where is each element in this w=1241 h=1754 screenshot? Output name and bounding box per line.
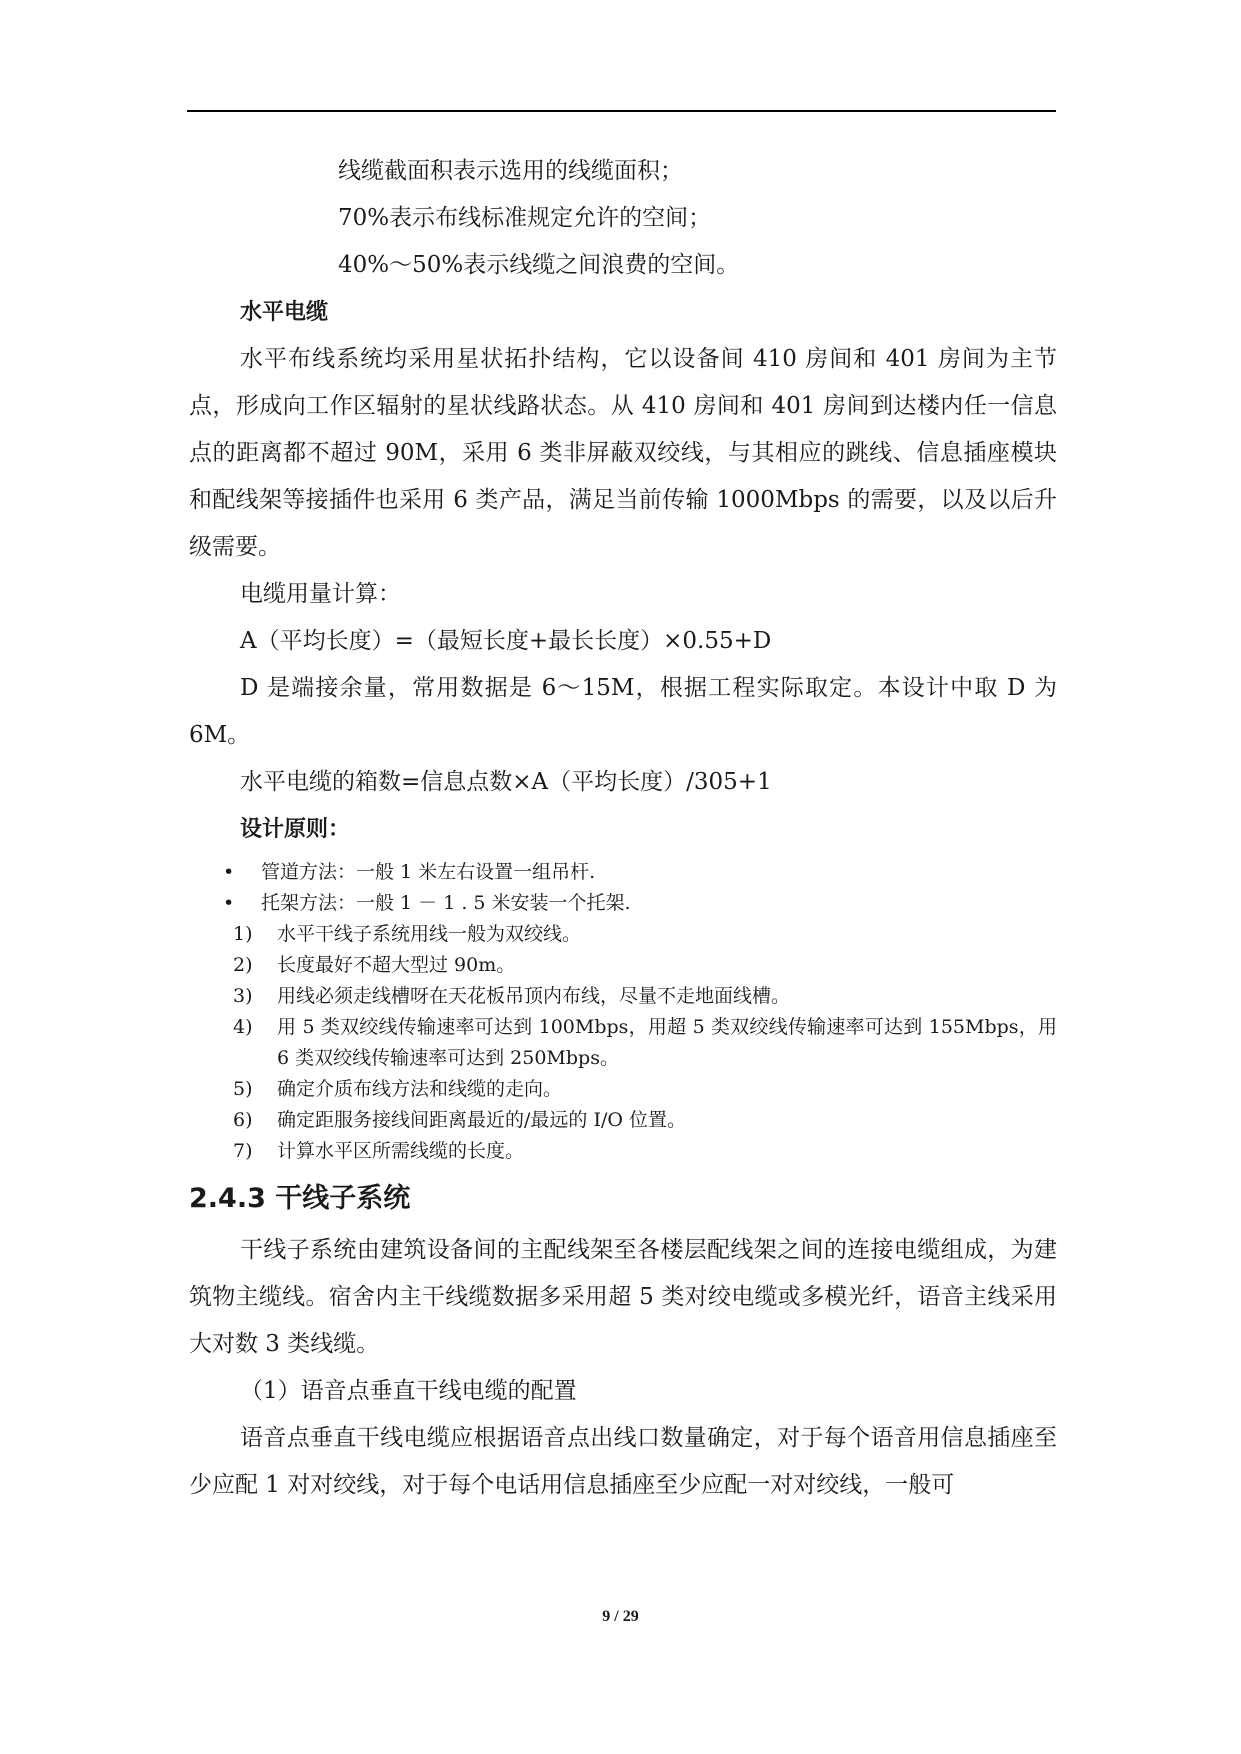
list-number: 5) — [233, 1078, 253, 1100]
list-item-text: 计算水平区所需线缆的长度。 — [277, 1140, 525, 1162]
intro-line-1: 线缆截面积表示选用的线缆面积； — [338, 158, 683, 184]
list-number: 6) — [233, 1109, 253, 1131]
list-item — [189, 919, 1057, 950]
list-item — [189, 1012, 1057, 1074]
bullet-marker: • — [223, 892, 235, 914]
page-content — [189, 148, 1057, 1509]
list-item — [189, 888, 1057, 919]
list-item-text: 确定介质布线方法和线缆的走向。 — [277, 1078, 563, 1100]
list-item — [189, 857, 1057, 888]
list-number: 1) — [233, 923, 253, 945]
list-item — [189, 1074, 1057, 1105]
intro-line-2: 70%表示布线标准规定允许的空间； — [338, 205, 712, 231]
design-principles-heading: 设计原则： — [240, 817, 351, 842]
list-item — [189, 1136, 1057, 1167]
list-number: 2) — [233, 954, 253, 976]
formula-box-count: 水平电缆的箱数=信息点数×A（平均长度）/305+1 — [240, 769, 772, 795]
list-item-text: 托架方法：一般 1 － 1 . 5 米安装一个托架. — [261, 892, 631, 914]
horizontal-paragraph-1: 水平布线系统均采用星状拓扑结构，它以设备间 410 房间和 401 房间为主节点，形成向工作区辐射的星状线路状态。从 410 房间和 401 房间到达楼内任一信息点的距离都不超过 90M，采用 6 类非屏蔽双绞线，与其相应的跳线、信息插座模块和配线架等接插件也采用 6 类产品，满足当前传输 1000Mbps 的需要，以及以后升级需要。 — [189, 346, 1057, 560]
list-number: 3) — [233, 985, 253, 1007]
list-item-text: 水平干线子系统用线一般为双绞线。 — [277, 923, 582, 945]
horizontal-cable-heading: 水平电缆 — [240, 300, 329, 325]
bullet-marker: • — [223, 861, 235, 883]
list-item — [189, 1105, 1057, 1136]
design-principles-list — [189, 857, 1057, 1167]
backbone-paragraph-1: 干线子系统由建筑设备间的主配线架至各楼层配线架之间的连接电缆组成，为建筑物主缆线。宿舍内主干线缆数据多采用超 5 类对绞电缆或多模光纤，语音主线采用大对数 3 类线缆。 — [189, 1237, 1057, 1357]
list-number: 4) — [233, 1016, 253, 1038]
formula-average-length: A（平均长度）=（最短长度+最长长度）×0.55+D — [240, 628, 772, 654]
section-2-4-3-heading: 2.4.3 干线子系统 — [189, 1183, 411, 1214]
header-rule — [187, 110, 1056, 112]
calc-label: 电缆用量计算： — [240, 581, 401, 607]
list-item-text: 确定距服务接线间距离最近的/最远的 I/O 位置。 — [277, 1109, 686, 1131]
list-item-text: 管道方法：一般 1 米左右设置一组吊杆. — [261, 861, 596, 883]
list-item — [189, 981, 1057, 1012]
list-number: 7) — [233, 1140, 253, 1162]
backbone-paragraph-2: 语音点垂直干线电缆应根据语音点出线口数量确定，对于每个语音用信息插座至少应配 1 对对绞线，对于每个电话用信息插座至少应配一对对绞线，一般可 — [189, 1425, 1057, 1498]
list-item-text: 用线必须走线槽呀在天花板吊顶内布线，尽量不走地面线槽。 — [277, 985, 791, 1007]
list-item-text: 长度最好不超大型过 90m。 — [277, 954, 516, 976]
page-number: 9 / 29 — [602, 1608, 639, 1625]
intro-line-3: 40%～50%表示线缆之间浪费的空间。 — [338, 252, 740, 278]
horizontal-paragraph-2: D 是端接余量，常用数据是 6～15M，根据工程实际取定。本设计中取 D 为 6M。 — [189, 675, 1057, 748]
list-item — [189, 950, 1057, 981]
list-item-text: 用 5 类双绞线传输速率可达到 100Mbps，用超 5 类双绞线传输速率可达到 155Mbps，用 6 类双绞线传输速率可达到 250Mbps。 — [277, 1016, 1057, 1069]
voice-backbone-subheading: （1）语音点垂直干线电缆的配置 — [240, 1378, 577, 1404]
